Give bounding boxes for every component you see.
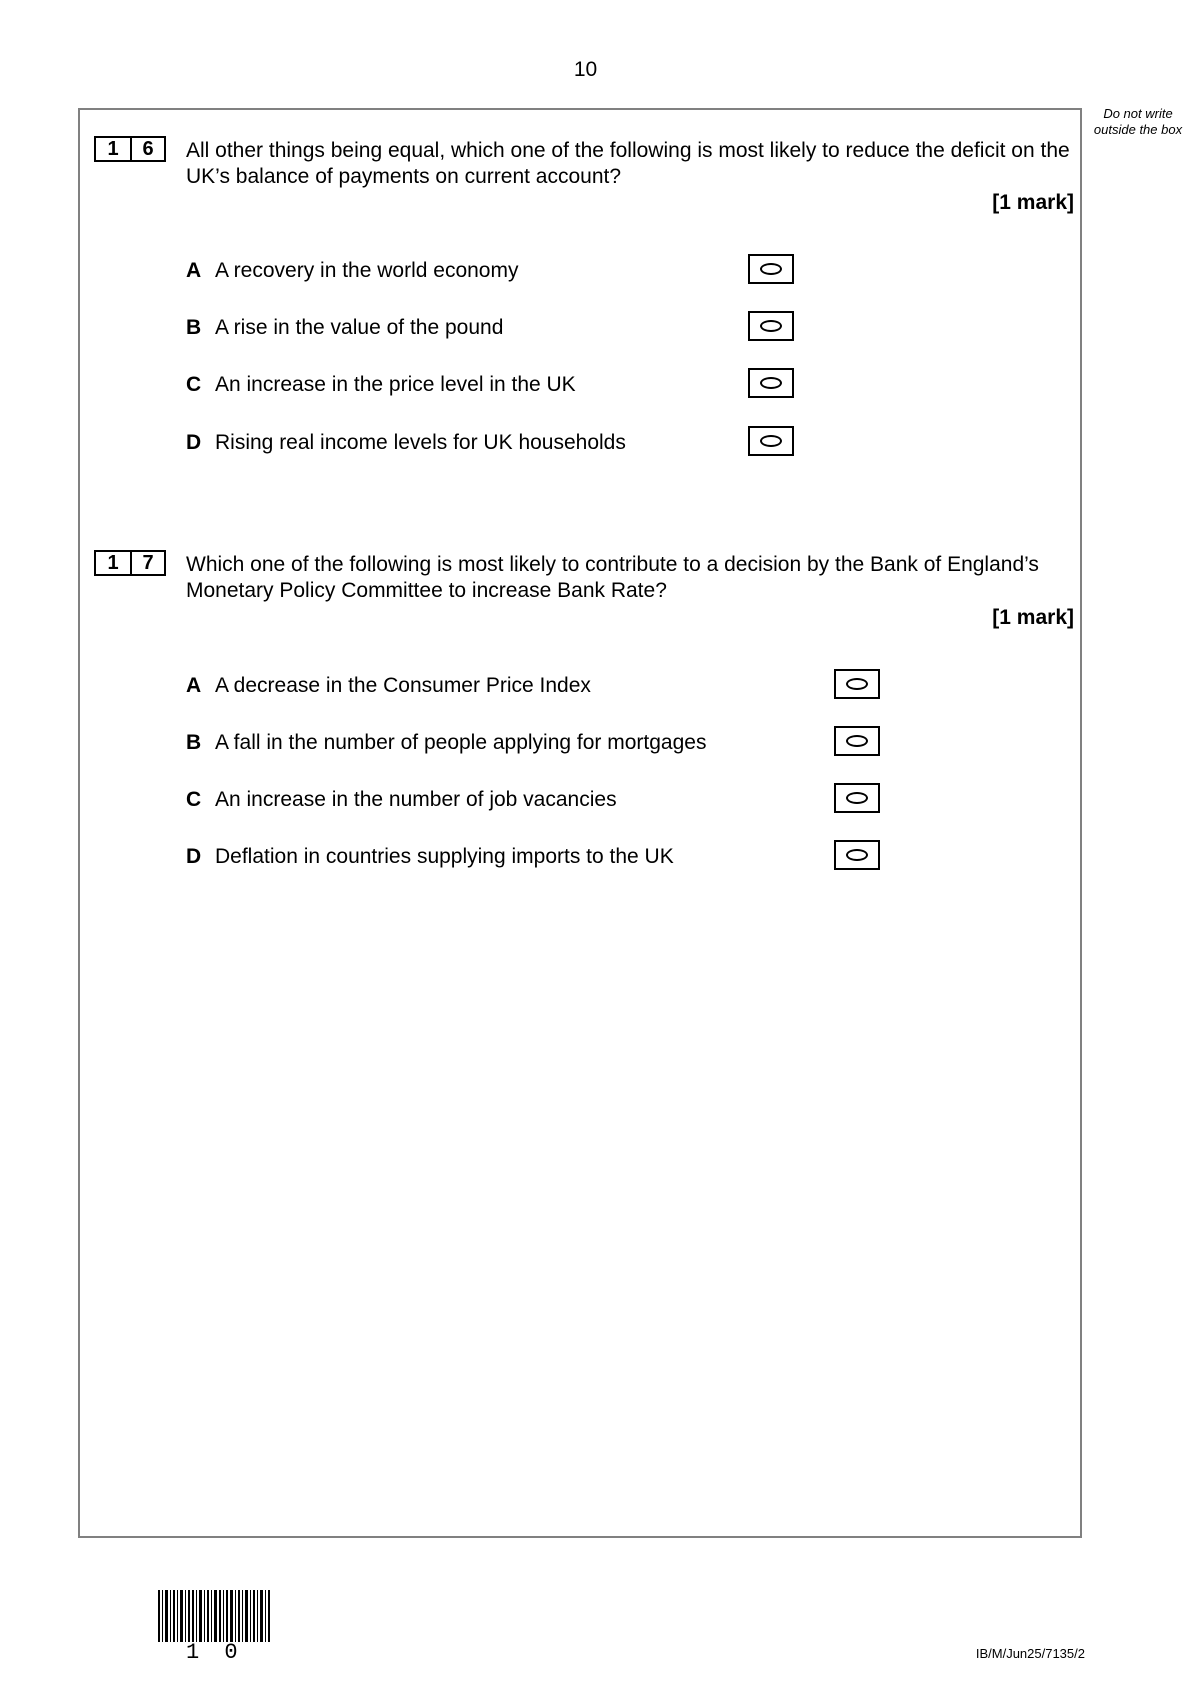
oval-icon (846, 735, 868, 747)
oval-icon (846, 678, 868, 690)
option-text: A decrease in the Consumer Price Index (215, 674, 591, 697)
question-stem-16: All other things being equal, which one of the following is most likely to reduce the deficit on the UK’s balance of payments on current account? (186, 139, 1070, 188)
option-text: An increase in the number of job vacancies (215, 788, 617, 811)
oval-icon (846, 849, 868, 861)
option-letter: C (186, 788, 202, 811)
oval-icon (760, 435, 782, 447)
margin-note: Do not write outside the box (1093, 106, 1183, 137)
option-letter: D (186, 845, 202, 868)
option-text: Deflation in countries supplying imports to the UK (215, 845, 674, 868)
answer-lozenge-17-b[interactable] (834, 726, 880, 756)
answer-lozenge-16-a[interactable] (748, 254, 794, 284)
question-number-box-17 (94, 550, 166, 576)
option-letter: B (186, 316, 202, 339)
question-digit: 1 (107, 552, 119, 574)
page-number: 10 (573, 58, 598, 81)
option-17-a (186, 671, 591, 701)
option-text: A fall in the number of people applying for mortgages (215, 731, 707, 754)
option-text: A recovery in the world economy (215, 259, 519, 282)
option-text: An increase in the price level in the UK (215, 373, 576, 396)
question-digit: 7 (130, 552, 164, 574)
option-letter: A (186, 674, 202, 697)
answer-lozenge-16-c[interactable] (748, 368, 794, 398)
option-17-b (186, 728, 706, 758)
oval-icon (760, 263, 782, 275)
option-16-b (186, 313, 503, 343)
barcode-digits: 1 0 (186, 1640, 244, 1665)
oval-icon (760, 377, 782, 389)
option-letter: C (186, 373, 202, 396)
answer-lozenge-17-d[interactable] (834, 840, 880, 870)
question-marks-16: [1 mark] (992, 191, 1074, 214)
paper-reference: IB/M/Jun25/7135/2 (975, 1646, 1085, 1661)
option-17-d (186, 842, 674, 872)
oval-icon (760, 320, 782, 332)
answer-lozenge-17-a[interactable] (834, 669, 880, 699)
question-digit: 1 (107, 138, 119, 160)
question-marks-17: [1 mark] (992, 606, 1074, 629)
option-17-c (186, 785, 617, 815)
option-letter: A (186, 259, 202, 282)
option-letter: D (186, 431, 202, 454)
answer-lozenge-17-c[interactable] (834, 783, 880, 813)
option-text: A rise in the value of the pound (215, 316, 504, 339)
option-text: Rising real income levels for UK households (215, 431, 626, 454)
option-16-a (186, 256, 518, 286)
answer-lozenge-16-b[interactable] (748, 311, 794, 341)
option-letter: B (186, 731, 202, 754)
question-number-box-16 (94, 136, 166, 162)
barcode-image (158, 1590, 270, 1642)
question-stem-17: Which one of the following is most likely to contribute to a decision by the Bank of England’s Monetary Policy Committee to increase Bank Rate? (186, 553, 1039, 602)
question-digit: 6 (130, 138, 164, 160)
option-16-c (186, 370, 576, 400)
oval-icon (846, 792, 868, 804)
option-16-d (186, 428, 626, 458)
answer-lozenge-16-d[interactable] (748, 426, 794, 456)
